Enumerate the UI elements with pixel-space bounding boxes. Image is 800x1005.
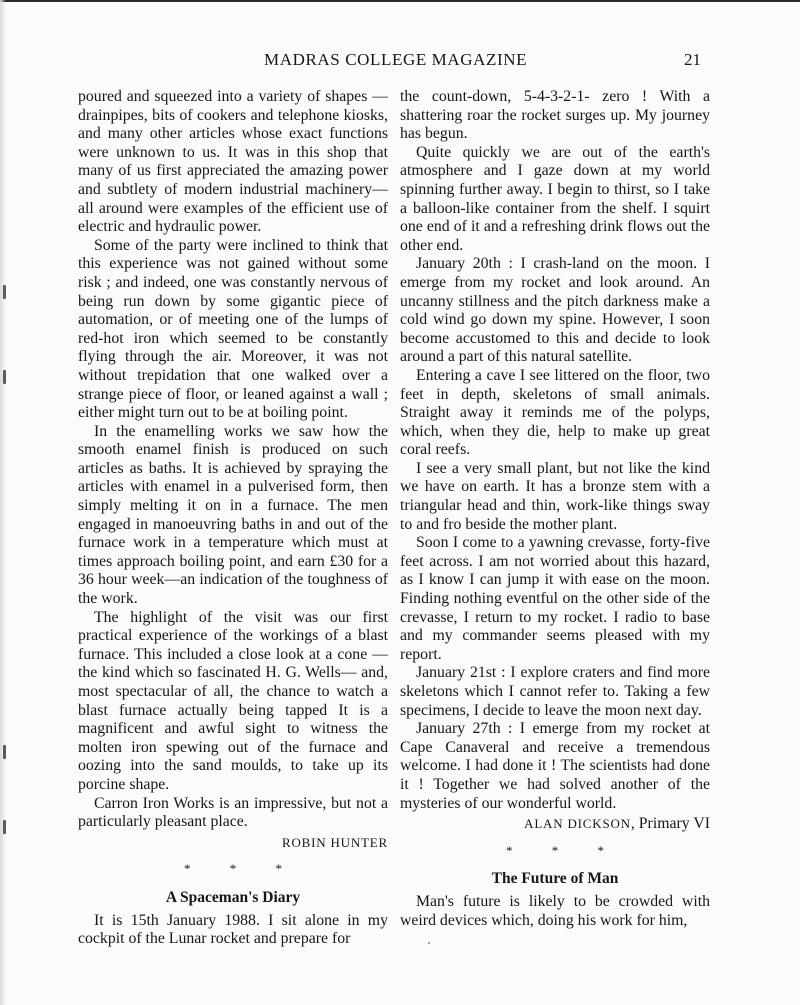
paragraph: Carron Iron Works is an impressive, but not a particularly pleasant place. xyxy=(78,794,388,831)
author-signature xyxy=(400,815,710,834)
author-class: , Primary VI xyxy=(630,815,710,833)
paragraph: Soon I come to a yawning crevasse, forty-five feet across. I am not worried about this hazard, as I know I can jump it with ease on the moon. Finding nothing eventful on the other side of the crevasse, I return to my rocket. I radio to base and my commander seems pleased with my report. xyxy=(400,534,710,663)
binding-mark xyxy=(3,285,6,299)
paragraph: In the enamelling works we saw how the smooth enamel finish is produced on such articles as baths. It is achieved by spraying the articles with enamel in a pulverised form, then simply melting it on in a furnace. The men engaged in manoeuvring baths in and out of the furnace work in a temperature which must at times approach boiling point, and earn £30 for a 36 hour week—an indication of the toughness of the work. xyxy=(78,422,388,608)
page-binding-shadow xyxy=(0,0,6,1005)
left-column xyxy=(78,88,388,949)
page-header xyxy=(0,50,800,74)
paragraph: January 21st : I explore craters and find more skeletons which I cannot refer to. Taking a few specimens, I decide to leave the moon next day. xyxy=(400,664,710,719)
section-separator: * * * xyxy=(506,842,622,858)
paper-speck xyxy=(428,942,430,944)
paragraph: the count-down, 5-4-3-2-1- zero ! With a shattering roar the rocket surges up. My journey has begun. xyxy=(400,88,710,143)
paragraph: Entering a cave I see littered on the floor, two feet in depth, skeletons of small animals. Straight away it reminds me of the polyps, which, when they die, help to make up great coral reefs. xyxy=(400,366,710,459)
section-separator: * * * xyxy=(184,861,300,877)
binding-mark xyxy=(3,820,6,834)
paragraph: I see a very small plant, but not like the kind we have on earth. It has a bronze stem with a triangular head and thin, work-like things sway to and fro beside the mother plant. xyxy=(400,459,710,533)
article-heading: A Spaceman's Diary xyxy=(165,888,301,906)
magazine-title: MADRAS COLLEGE MAGAZINE xyxy=(264,50,528,69)
author-signature: ROBIN HUNTER xyxy=(281,834,388,850)
author-name: ALAN DICKSON xyxy=(524,816,631,832)
binding-mark xyxy=(3,370,6,384)
paragraph: Quite quickly we are out of the earth's atmosphere and I gaze down at my world spinning further away. I begin to thirst, so I take a balloon-like container from the shelf. I squirt one end of it and a refreshing drink flows out the other end. xyxy=(400,143,710,254)
paragraph: Man's future is likely to be crowded with weird devices which, doing his work for him, xyxy=(400,892,710,929)
paragraph: It is 15th January 1988. I sit alone in my cockpit of the Lunar rocket and prepare for xyxy=(78,911,388,948)
binding-mark xyxy=(3,745,6,759)
paragraph: January 20th : I crash-land on the moon. I emerge from my rocket and look around. An uncanny stillness and the pitch darkness make a cold wind go down my spine. However, I soon become accustomed to this and decide to look around a part of this natural satellite. xyxy=(400,255,710,366)
paragraph: The highlight of the visit was our first practical experience of the workings of a blast furnace. This included a close look at a cone —the kind which so fascinated H. G. Wells— and, most spectacular of all, the chance to watch a blast furnace actually being tapped It is a magnificent and awful sight to witness the molten iron spewing out of the furnace and oozing into the sand moulds, to take up its porcine shape. xyxy=(78,608,388,793)
right-column xyxy=(400,88,710,930)
page-number: 21 xyxy=(684,50,701,69)
paragraph: January 27th : I emerge from my rocket at Cape Canaveral and receive a tremendous welcome. I had done it ! The scientists had done it ! Together we had solved another of the mysteries of our wonderful world. xyxy=(400,720,710,812)
article-heading: The Future of Man xyxy=(491,870,619,888)
paragraph: poured and squeezed into a variety of shapes —drainpipes, bits of cookers and telephone kiosks, and many other articles whose exact functions were unknown to us. It was in this shop that many of us first appreciated the amazing power and subtlety of modern industrial machinery—all around were examples of the efficient use of electric and hydraulic power. xyxy=(78,88,388,236)
top-edge-rule xyxy=(0,0,800,2)
paragraph: Some of the party were inclined to think that this experience was not gained without some risk ; and indeed, one was constantly nervous of being run down by some gigantic piece of automation, or of meeting one of the lumps of red-hot iron which seemed to be constantly flying through the air. Moreover, it was not without trepidation that one walked over a strange piece of floor, or leaned against a wall ; either might turn out to be at boiling point. xyxy=(78,236,388,422)
